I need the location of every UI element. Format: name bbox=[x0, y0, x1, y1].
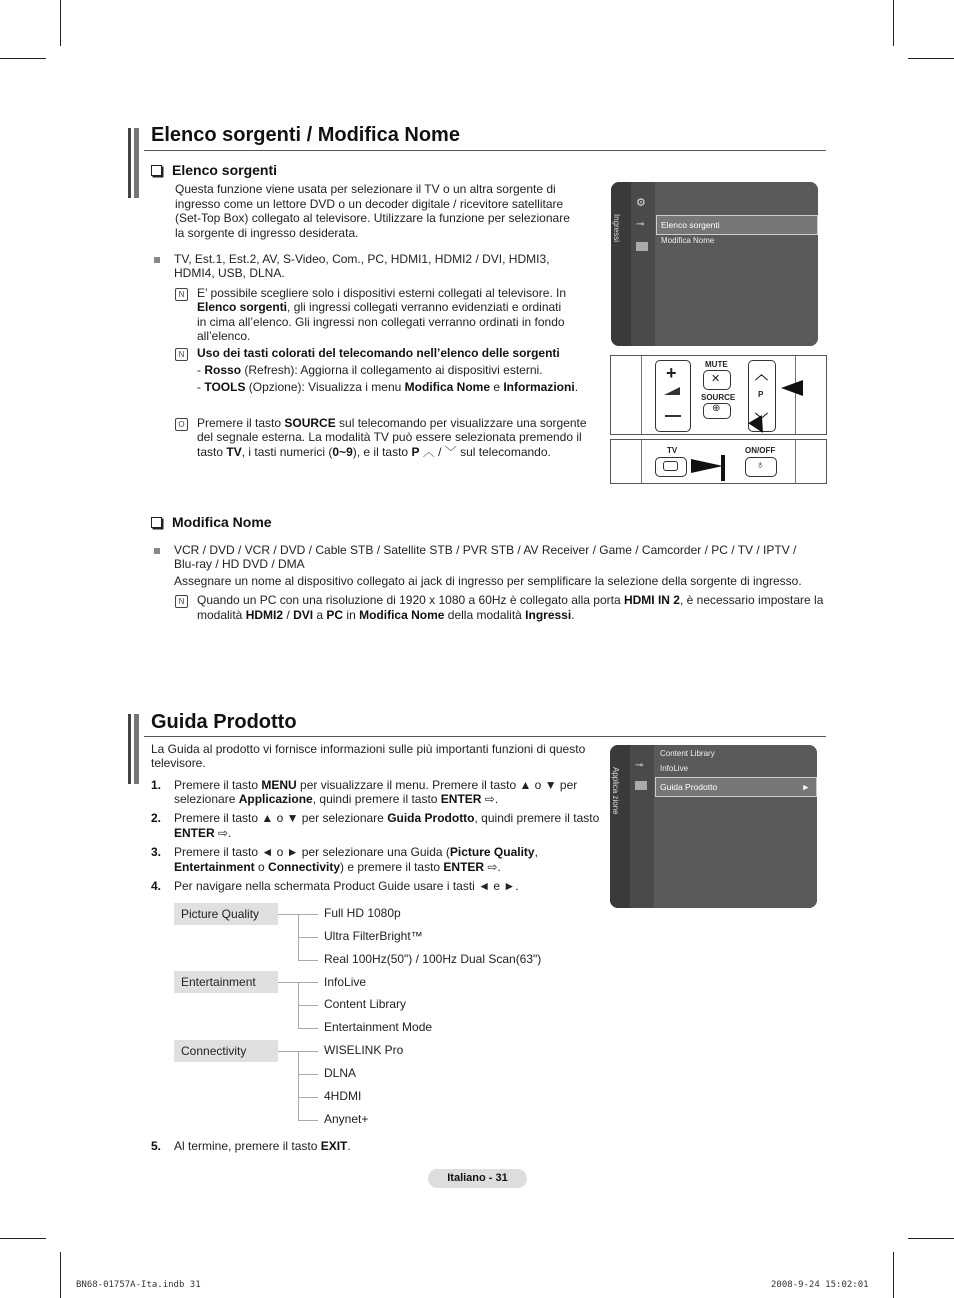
step-number: 3. bbox=[151, 845, 162, 859]
section-title: Elenco sorgenti / Modifica Nome bbox=[151, 124, 460, 146]
step5-text: Al termine, premere il tasto EXIT. bbox=[174, 1139, 351, 1153]
guide-item: InfoLive bbox=[324, 975, 367, 989]
p-label: P bbox=[758, 390, 764, 399]
pointer-arrow bbox=[781, 380, 803, 396]
volume-icon bbox=[664, 387, 680, 395]
print-info-left: BN68-01757A-Ita.indb 31 bbox=[76, 1280, 201, 1290]
subsection-title-elenco: Elenco sorgenti bbox=[151, 162, 277, 178]
remote-note-line2: del segnale esterna. La modalità TV può essere selezionata premendo il bbox=[197, 430, 582, 444]
guide-item: 4HDMI bbox=[324, 1089, 362, 1103]
guide-intro-line2: televisore. bbox=[151, 756, 206, 770]
guide-item: Entertainment Mode bbox=[324, 1020, 433, 1034]
section-bar bbox=[128, 714, 131, 784]
source-button[interactable] bbox=[703, 403, 731, 419]
step1-line1: Premere il tasto MENU per visualizzare il menu. Premere il tasto ▲ o ▼ per bbox=[174, 778, 578, 792]
section-bar bbox=[128, 128, 131, 198]
step3-line2: Entertainment o Connectivity) e premere il tasto ENTER ⇨. bbox=[174, 860, 501, 874]
note2-heading: Uso dei tasti colorati del telecomando nell’elenco delle sorgenti bbox=[197, 346, 560, 360]
mute-label: MUTE bbox=[705, 360, 728, 369]
remote-note-line1: Premere il tasto SOURCE sul telecomando per visualizzare una sorgente bbox=[197, 416, 587, 430]
pc-note-line2: modalità HDMI2 / DVI a PC in Modifica Nome della modalità Ingressi. bbox=[197, 608, 575, 622]
bullet-square bbox=[154, 257, 160, 263]
step1-line2: selezionare Applicazione, quindi premere il tasto ENTER ⇨. bbox=[174, 792, 499, 806]
menu-panel-applicazione bbox=[610, 745, 817, 908]
menu-side-label: Applica zione bbox=[611, 767, 620, 815]
section-bar bbox=[134, 714, 139, 784]
remote-illustration-bottom bbox=[610, 439, 827, 484]
print-info-right: 2008-9-24 15:02:01 bbox=[771, 1280, 869, 1290]
menu-item-guida-prodotto[interactable]: Guida Prodotto ► bbox=[655, 777, 817, 797]
step-number: 5. bbox=[151, 1139, 162, 1153]
menu-item-elenco-sorgenti[interactable]: Elenco sorgenti bbox=[656, 215, 818, 235]
remote-note-line3: tasto TV, i tasti numerici (0~9), e il tasto P ︿ / ﹀ sul telecomando. bbox=[197, 445, 551, 459]
device-list-line2: Blu-ray / HD DVD / DMA bbox=[174, 557, 305, 571]
rosso-line: - Rosso (Refresh): Aggiorna il collegamento ai dispositivi esterni. bbox=[197, 363, 543, 377]
checkbox-icon bbox=[151, 517, 162, 528]
step3-line1: Premere il tasto ◄ o ► per selezionare una Guida (Picture Quality, bbox=[174, 845, 538, 859]
mute-icon: ✕ bbox=[711, 373, 721, 385]
note-icon: N bbox=[175, 288, 188, 301]
screen-icon bbox=[636, 242, 648, 251]
remote-note-icon: O bbox=[175, 418, 188, 431]
note1-line3: in cima all’elenco. Gli ingressi non collegati verranno ordinati in fondo bbox=[197, 315, 565, 329]
title-rule bbox=[144, 150, 826, 151]
minus-icon bbox=[665, 415, 681, 417]
menu-side-label: Ingressi bbox=[612, 214, 621, 243]
guide-item: Anynet+ bbox=[324, 1112, 369, 1126]
crop-mark bbox=[60, 0, 61, 46]
pointer-bar bbox=[721, 455, 725, 481]
guide-item: Real 100Hz(50") / 100Hz Dual Scan(63") bbox=[324, 952, 542, 966]
input-plug-icon: ⊸ bbox=[636, 219, 645, 230]
guide-category-picture-quality: Picture Quality bbox=[174, 903, 278, 925]
guide-item: Ultra FilterBright™ bbox=[324, 929, 423, 943]
note1-line4: all’elenco. bbox=[197, 329, 251, 343]
step-number: 4. bbox=[151, 879, 162, 893]
tools-line: - TOOLS (Opzione): Visualizza i menu Modifica Nome e Informazioni. bbox=[197, 380, 579, 394]
guide-item: WISELINK Pro bbox=[324, 1043, 404, 1057]
gear-icon: ⚙ bbox=[636, 197, 646, 209]
checkbox-icon bbox=[151, 165, 162, 176]
guide-intro-line1: La Guida al prodotto vi fornisce informazioni sulle più importanti funzioni di questo bbox=[151, 742, 586, 756]
mute-button[interactable] bbox=[703, 370, 731, 390]
guide-category-entertainment: Entertainment bbox=[174, 971, 278, 993]
pc-note-line1: Quando un PC con una risoluzione di 1920 x 1080 a 60Hz è collegato alla porta HDMI IN 2, è necessario impostare la bbox=[197, 593, 824, 607]
remote-illustration-top bbox=[610, 355, 827, 435]
plus-icon: + bbox=[666, 363, 677, 383]
source-list-line1: TV, Est.1, Est.2, AV, S-Video, Com., PC, HDMI1, HDMI2 / DVI, HDMI3, bbox=[174, 252, 550, 266]
enter-icon: ⇨. bbox=[481, 792, 499, 806]
title-rule bbox=[144, 736, 826, 737]
menu-panel-ingressi bbox=[611, 182, 818, 346]
step-number: 1. bbox=[151, 778, 162, 792]
tv-button[interactable] bbox=[655, 457, 687, 477]
pointer-arrow bbox=[691, 459, 723, 473]
intro-paragraph: Questa funzione viene usata per selezionare il TV o un altra sorgente di ingresso come un lettore DVD o un decoder digitale / ricevitore satellitare (Set-Top Box) collegato al televisore. Utilizzare la funzione per selezionare la sorgente di ingresso desiderata. bbox=[175, 182, 570, 240]
crop-mark bbox=[893, 1252, 894, 1298]
guide-item: Full HD 1080p bbox=[324, 906, 401, 920]
step-number: 2. bbox=[151, 811, 162, 825]
source-list-line2: HDMI4, USB, DLNA. bbox=[174, 266, 285, 280]
crop-mark bbox=[908, 58, 954, 59]
enter-icon: ⇨. bbox=[214, 826, 232, 840]
section-bar bbox=[134, 128, 139, 198]
tv-icon bbox=[663, 461, 678, 471]
volume-rocker[interactable] bbox=[655, 360, 691, 432]
page-number: Italiano - 31 bbox=[428, 1169, 527, 1188]
crop-mark bbox=[0, 58, 46, 59]
power-button[interactable] bbox=[745, 457, 777, 477]
step2-line2: ENTER ⇨. bbox=[174, 826, 232, 840]
source-icon: ⊕ bbox=[712, 403, 721, 414]
guide-item: DLNA bbox=[324, 1066, 357, 1080]
guide-item: Content Library bbox=[324, 997, 407, 1011]
note-icon: N bbox=[175, 595, 188, 608]
screen-icon bbox=[635, 781, 647, 790]
crop-mark bbox=[60, 1252, 61, 1298]
menu-item-content-library[interactable]: Content Library bbox=[660, 749, 715, 758]
menu-item-infolive[interactable]: InfoLive bbox=[660, 764, 689, 773]
bulb-icon: ♁ bbox=[756, 459, 765, 471]
device-list-line1: VCR / DVD / VCR / DVD / Cable STB / Satellite STB / PVR STB / AV Receiver / Game / Camcorder / PC / TV / IPTV / bbox=[174, 543, 797, 557]
chevron-up-icon: ︿ / ﹀ bbox=[419, 445, 461, 459]
arrow-right-icon: ► bbox=[801, 782, 810, 792]
step4-text: Per navigare nella schermata Product Guide usare i tasti ◄ e ►. bbox=[174, 879, 519, 893]
onoff-label: ON/OFF bbox=[745, 446, 776, 455]
chevron-down-icon: ﹀ bbox=[755, 412, 769, 427]
note1-line1: E’ possibile scegliere solo i dispositivi esterni collegati al televisore. In bbox=[197, 286, 567, 300]
step2-line1: Premere il tasto ▲ o ▼ per selezionare Guida Prodotto, quindi premere il tasto bbox=[174, 811, 600, 825]
section-title: Guida Prodotto bbox=[151, 711, 297, 733]
input-plug-icon: ⊸ bbox=[635, 760, 644, 771]
tv-label: TV bbox=[667, 446, 678, 455]
modifica-desc: Assegnare un nome al dispositivo collegato ai jack di ingresso per semplificare la selezione della sorgente di ingresso. bbox=[174, 574, 802, 588]
source-label: SOURCE bbox=[701, 393, 736, 402]
menu-item-modifica-nome[interactable]: Modifica Nome bbox=[661, 236, 715, 245]
crop-mark bbox=[908, 1238, 954, 1239]
guide-category-connectivity: Connectivity bbox=[174, 1040, 278, 1062]
enter-icon: ⇨. bbox=[484, 860, 501, 874]
chevron-up-icon: ︿ bbox=[755, 367, 769, 382]
subsection-title-modifica: Modifica Nome bbox=[151, 514, 272, 530]
note-icon: N bbox=[175, 348, 188, 361]
bullet-square bbox=[154, 548, 160, 554]
note1-line2: Elenco sorgenti, gli ingressi collegati verranno evidenziati e ordinati bbox=[197, 300, 562, 314]
crop-mark bbox=[893, 0, 894, 46]
crop-mark bbox=[0, 1238, 46, 1239]
